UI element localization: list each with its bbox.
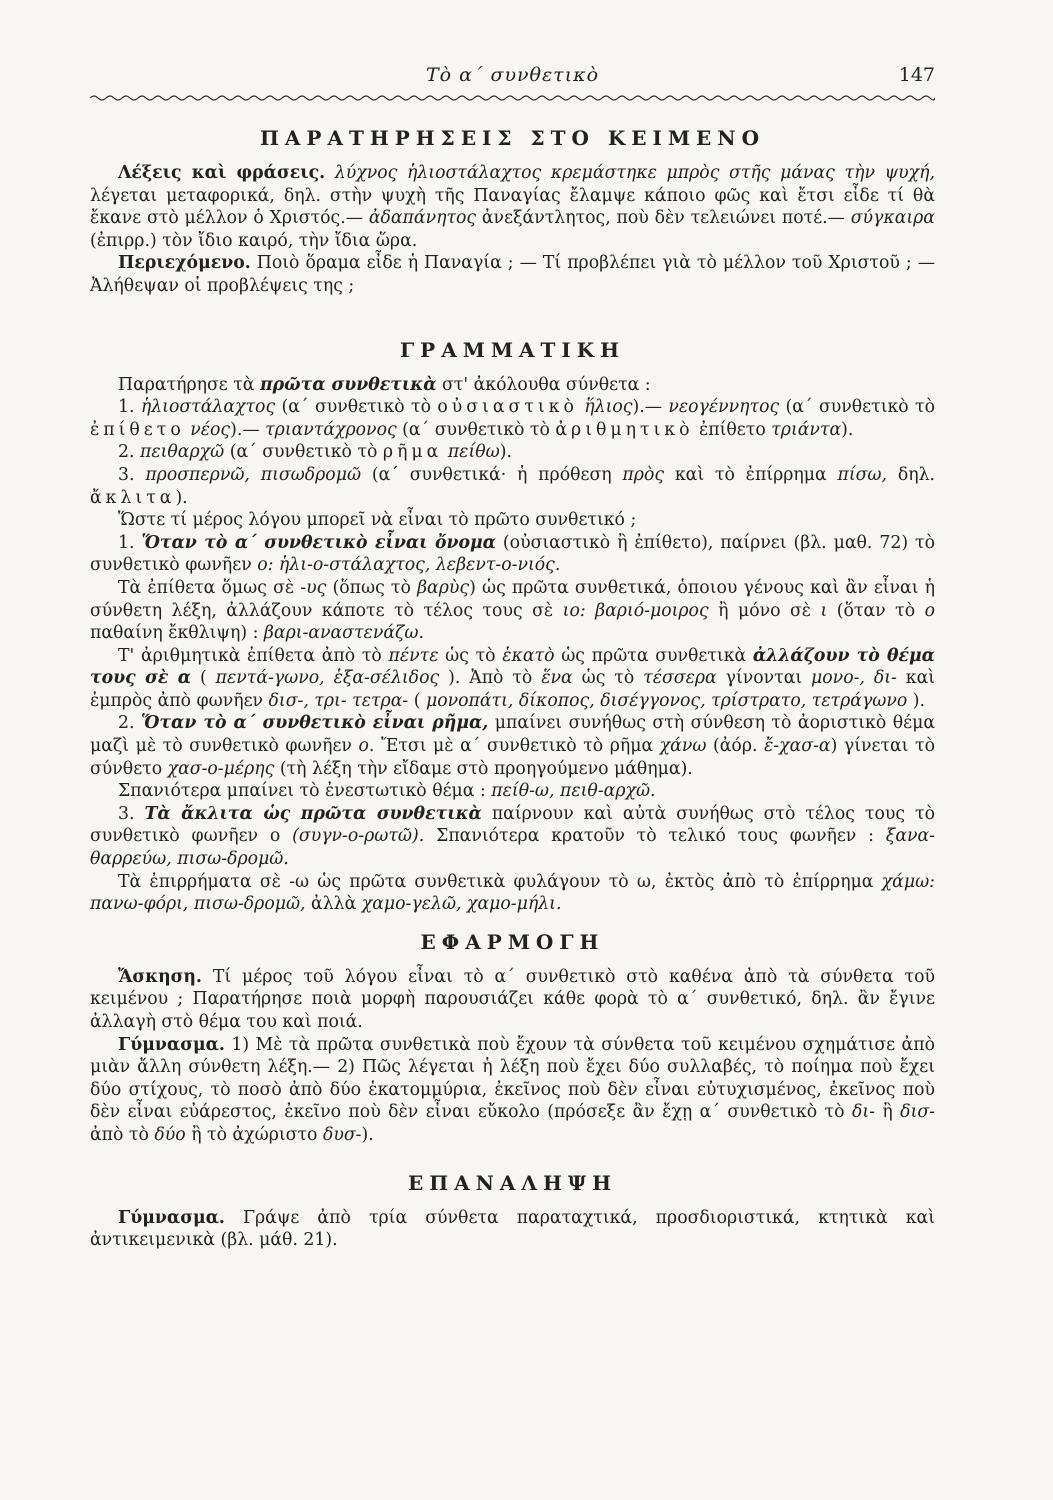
section-title-remarks: ΠΑΡΑΤΗΡΗΣΕΙΣ ΣΤΟ ΚΕΙΜΕΝΟ [260,126,765,150]
paragraph-words-phrases: Λέξεις καὶ φράσεις. λύχνος ἡλιοστάλαχτος κρεμάστηκε μπρὸς στῆς μάνας τὴν ψυχή, λέγεται μεταφορικά, δηλ. στὴν ψυχὴ τῆς Παναγίας ἔλαμψε κάποιο φῶς καὶ ἔτσι εἶδε τί θὰ ἔκανε στὸ μέλλον ὁ Χριστός.— ἀδαπάνητος ἀνεξάντλητος, ποὺ δὲν τελειώνει ποτέ.— σύγκαιρα (ἐπιρρ.) τὸν ἴδιο καιρό, τὴν ἴδια ὥρα. [90,163,935,251]
paragraph: Παρατήρησε τὰ πρῶτα συνθετικὰ στ' ἀκόλουθα σύνθετα : [118,374,651,395]
paragraph: 3. Τὰ ἄκλιτα ὡς πρῶτα συνθετικὰ παίρνουν καὶ αὐτὰ συνήθως στὸ τέλος τους τὸ συνθετικὸ φωνῆεν ο (συγν-ο-ρωτῶ). Σπανιότερα κρατοῦν τὸ τελικό τους φωνῆεν : ξανα-θαρρεύω, πισω-δρομῶ. [90,803,936,870]
section-title-application: ΕΦΑΡΜΟΓΗ [420,929,605,954]
paragraph-exercise: Ἄσκηση. Τί μέρος τοῦ λόγου εἶναι τὸ α΄ συνθετικὸ στὸ καθένα ἀπὸ τὰ σύνθετα τοῦ κειμένου ; Παρατήρησε ποιὰ μορφὴ παρουσιάζει κάθε φορὰ τὸ α΄ συνθετικό, δηλ. ἂν ἔγινε ἀλλαγὴ στὸ θέμα του καὶ ποιά. [90,966,935,1032]
paragraph: Τὰ ἐπίθετα ὅμως σὲ -υς (ὅπως τὸ βαρὺς) ὡς πρῶτα συνθετικά, ὁποιου γένους καὶ ἂν εἶναι ἡ σύνθετη λέξη, ἀλλάζουν κάποτε τὸ τέλος τους σὲ ιο: βαριό-μοιρος ἢ μόνο σὲ ι (ὅταν τὸ ο παθαίνη ἔκθλιψη) : βαρι-αναστενάζω. [90,577,936,644]
paragraph: 1. ἡλιοστάλαχτος (α΄ συνθετικὸ τὸ οὐσιαστικὸ ἥλιος).— νεογέννητος (α΄ συνθετικὸ τὸ ἐπίθετο νέος).— τριαντάχρονος (α΄ συνθετικὸ τὸ ἀριθμητικὸ ἐπίθετο τριάντα). [90,397,936,440]
running-title: Τὸ α΄ συνθετικὸ [425,64,600,86]
paragraph: 2. πειθαρχῶ (α΄ συνθετικὸ τὸ ρῆμα πείθω). [118,442,512,463]
page-header [90,58,935,92]
paragraph: Ὥστε τί μέρος λόγου μπορεῖ νὰ εἶναι τὸ πρῶτο συνθετικό ; [118,510,637,531]
paragraph: Τὰ ἐπιρρήματα σὲ -ω ὡς πρῶτα συνθετικὰ φυλάγουν τὸ ω, ἐκτὸς ἀπὸ τὸ ἐπίρρημα χάμω: πανω-φόρι, πισω-δρομῶ, ἀλλὰ χαμο-γελῶ, χαμο-μήλι. [90,871,935,915]
paragraph: Τ' ἀριθμητικὰ ἐπίθετα ἀπὸ τὸ πέντε ὡς τὸ ἑκατὸ ὡς πρῶτα συνθετικὰ ἀλλάζουν τὸ θέμα τους σὲ α ( πεντά-γωνο, ἑξα-σέλιδος ). Ἀπὸ τὸ ἕνα ὡς τὸ τέσσερα γίνονται μονο-, δι- καὶ ἐμπρὸς ἀπὸ φωνῆεν δισ-, τρι- τετρα- ( μονοπάτι, δίκοπος, δισέγγονος, τρίστρατο, τετράγωνο ). [90,645,936,711]
book-page [90,58,935,1252]
wavy-rule [90,94,935,102]
paragraph-review-drill: Γύμνασμα. Γράψε ἀπὸ τρία σύνθετα παραταχτικά, προσδιοριστικά, κτητικὰ καὶ ἀντικειμενικὰ (βλ. μάθ. 21). [90,1207,935,1251]
section-title-grammar: ΓΡΑΜΜΑΤΙΚΗ [399,337,626,362]
page-number: 147 [898,64,935,86]
paragraph-drill: Γύμνασμα. 1) Μὲ τὰ πρῶτα συνθετικὰ ποὺ ἔχουν τὰ σύνθετα τοῦ κειμένου σχημάτισε ἀπὸ μιὰν ἄλλη σύνθετη λέξη.— 2) Πῶς λέγεται ἡ λέξη ποὺ ἔχει δύο συλλαβές, τὸ ποίημα ποὺ ἔχει δύο στίχους, τὸ ποσὸ ἀπὸ δύο ἑκατομμύρια, ἐκεῖνος ποὺ δὲν εἶναι εὐτυχισμένος, ἐκεῖνος ποὺ δὲν εἶναι εὐάρεστος, ἐκεῖνο ποὺ δὲν εἶναι εὔκολο (πρόσεξε ἂν ἔχῃ α΄ συνθετικὸ τὸ δι- ἢ δισ- ἀπὸ τὸ δύο ἢ τὸ ἀχώριστο δυσ-). [90,1034,935,1145]
paragraph: 1. Ὅταν τὸ α΄ συνθετικὸ εἶναι ὄνομα (οὐσιαστικὸ ἢ ἐπίθετο), παίρνει (βλ. μαθ. 72) τὸ συνθετικὸ φωνῆεν ο: ἡλι-ο-στάλαχτος, λεβεντ-ο-νιός. [90,532,935,576]
paragraph: Σπανιότερα μπαίνει τὸ ἐνεστωτικὸ θέμα : πείθ-ω, πειθ-αρχῶ. [118,781,656,802]
paragraph-content: Περιεχόμενο. Ποιὸ ὅραμα εἶδε ἡ Παναγία ; — Τί προβλέπει γιὰ τὸ μέλλον τοῦ Χριστοῦ ; —Ἀλήθεψαν οἱ προβλέψεις της ; [90,253,935,296]
paragraph: 2. Ὅταν τὸ α΄ συνθετικὸ εἶναι ρῆμα, μπαίνει συνήθως στὴ σύνθεση τὸ ἀοριστικὸ θέμα μαζὶ μὲ τὸ συνθετικὸ φωνῆεν ο. Ἔτσι μὲ α΄ συνθετικὸ τὸ ρῆμα χάνω (ἀόρ. ἔ-χασ-α) γίνεται τὸ σύνθετο χασ-ο-μέρης (τὴ λέξη τὴν εἴδαμε στὸ προηγούμενο μάθημα). [90,713,935,779]
paragraph: 3. προσπερνῶ, πισωδρομῶ (α΄ συνθετικά· ἡ πρόθεση πρὸς καὶ τὸ ἐπίρρημα πίσω, δηλ. ἄκλιτα). [90,464,936,508]
section-title-review: ΕΠΑΝΑΛΗΨΗ [407,1170,618,1195]
